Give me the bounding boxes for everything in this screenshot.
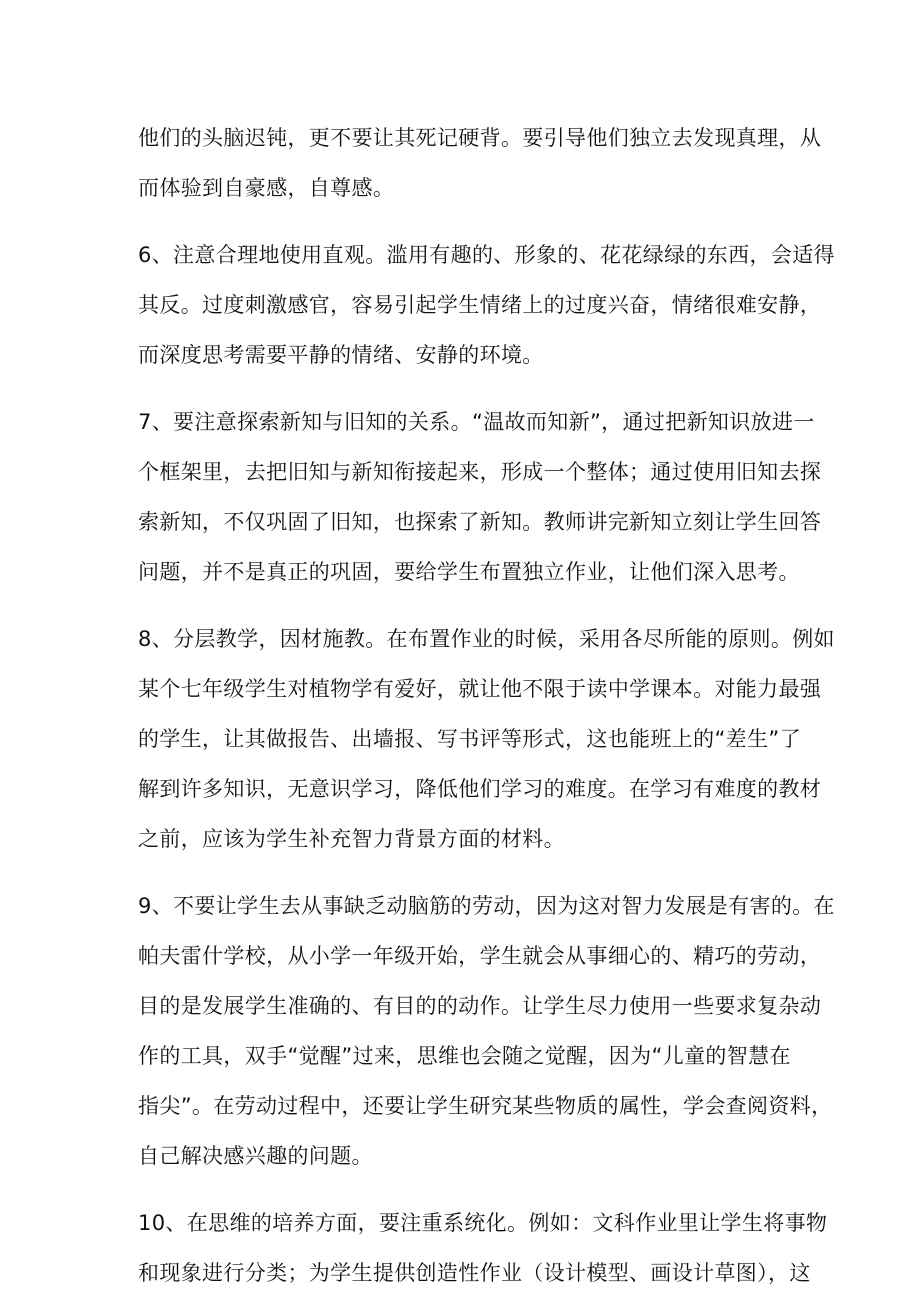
text-line: 其反。过度刺激感官，容易引起学生情绪上的过度兴奋，情绪很难安静， (138, 293, 822, 317)
text-line: 6、注意合理地使用直观。滥用有趣的、形象的、花花绿绿的东西，会适得 (138, 243, 835, 267)
paragraph-item-9 (138, 881, 835, 1181)
text-line: 自己解决感兴趣的问题。 (138, 1144, 373, 1168)
text-line: 问题，并不是真正的巩固，要给学生布置独立作业，让他们深入思考。 (138, 560, 800, 584)
paragraph-item-10 (138, 1198, 828, 1298)
text-line: 解到许多知识，无意识学习，降低他们学习的难度。在学习有难度的教材 (138, 777, 822, 801)
text-line: 和现象进行分类；为学生提供创造性作业（设计模型、画设计草图），这 (138, 1261, 811, 1285)
text-line: 某个七年级学生对植物学有爱好，就让他不限于读中学课本。对能力最强 (138, 677, 822, 701)
text-line: 目的是发展学生准确的、有目的的动作。让学生尽力使用一些要求复杂动 (138, 994, 822, 1018)
text-line: 7、要注意探索新知与旧知的关系。“温故而知新”，通过把新知识放进一 (138, 410, 815, 434)
paragraph-item-7 (138, 397, 822, 597)
text-line: 个框架里，去把旧知与新知衔接起来，形成一个整体；通过使用旧知去探 (138, 460, 822, 484)
paragraph-continuation (138, 113, 822, 213)
text-line: 而深度思考需要平静的情绪、安静的环境。 (138, 343, 544, 367)
text-line: 10、在思维的培养方面，要注重系统化。例如：文科作业里让学生将事物 (138, 1211, 828, 1235)
body-text (138, 113, 835, 1298)
text-line: 之前，应该为学生补充智力背景方面的材料。 (138, 827, 565, 851)
text-line: 索新知，不仅巩固了旧知，也探索了新知。教师讲完新知立刻让学生回答 (138, 510, 822, 534)
text-line: 帕夫雷什学校，从小学一年级开始，学生就会从事细心的、精巧的劳动， (138, 944, 822, 968)
text-line: 而体验到自豪感，自尊感。 (138, 176, 395, 200)
text-line: 的学生，让其做报告、出墙报、写书评等形式，这也能班上的“差生”了 (138, 727, 801, 751)
text-line: 他们的头脑迟钝，更不要让其死记硬背。要引导他们独立去发现真理，从 (138, 126, 822, 150)
text-line: 指尖”。在劳动过程中，还要让学生研究某些物质的属性，学会查阅资料， (138, 1094, 833, 1118)
text-line: 9、不要让学生去从事缺乏动脑筋的劳动，因为这对智力发展是有害的。在 (138, 894, 835, 918)
text-line: 作的工具，双手“觉醒”过来，思维也会随之觉醒，因为“儿童的智慧在 (138, 1044, 791, 1068)
text-line: 8、分层教学，因材施教。在布置作业的时候，采用各尽所能的原则。例如 (138, 627, 835, 651)
paragraph-item-6 (138, 230, 835, 380)
paragraph-item-8 (138, 614, 835, 864)
